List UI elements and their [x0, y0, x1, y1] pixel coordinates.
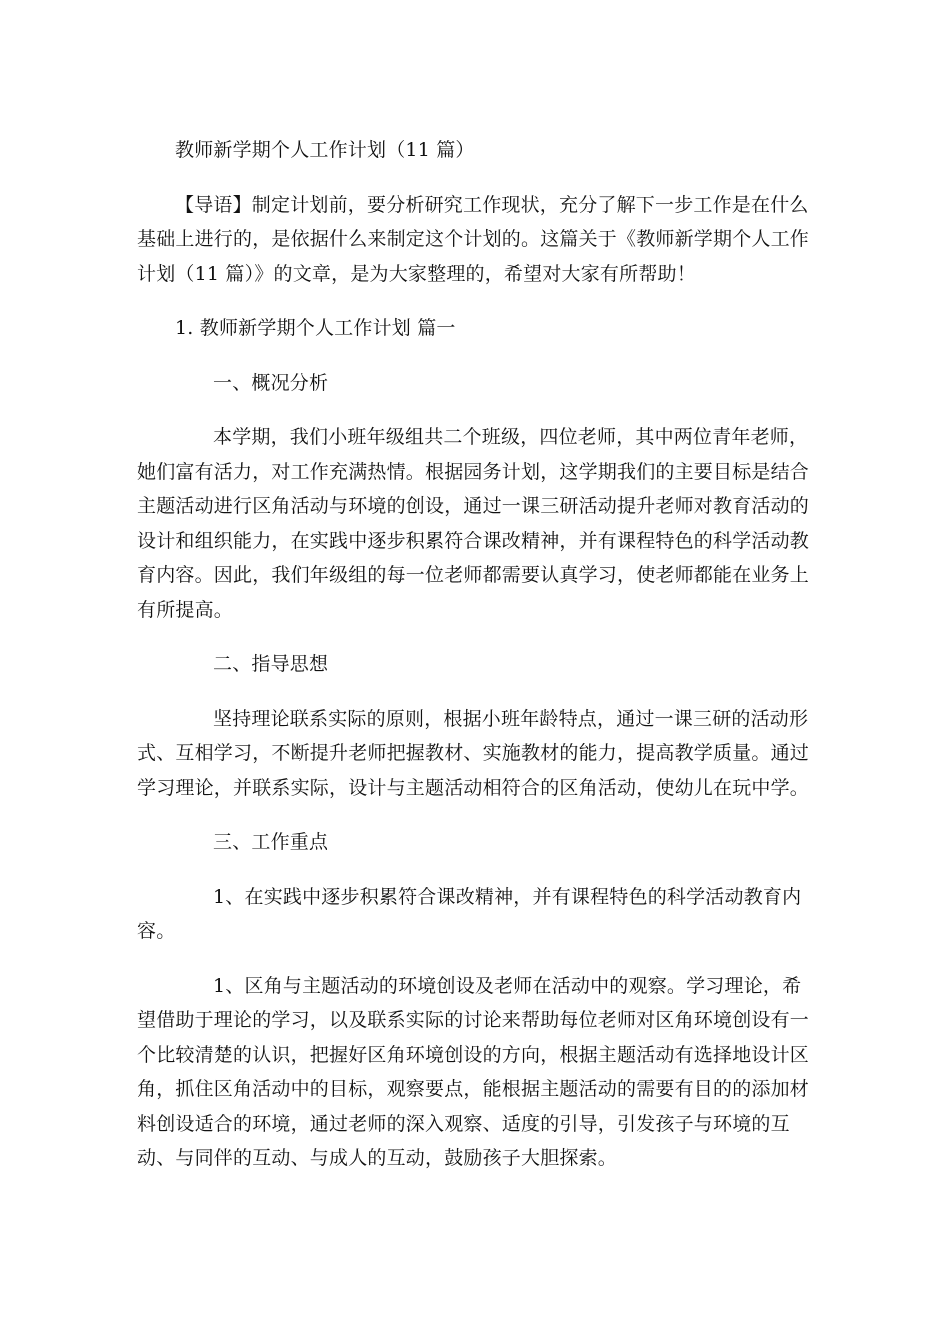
work-focus-point: 1、区角与主题活动的环境创设及老师在活动中的观察。学习理论，希望借助于理论的学习，以及联系实际的讨论来帮助每位老师对区角环境创设有一个比较清楚的认识，把握好区角环境创设的方向，根据主题活动有选择地设计区角，抓住区角活动中的目标，观察要点，能根据主题活动的需要有目的的添加材料创设适合的环境，通过老师的深入观察、适度的引导，引发孩子与环境的互动、与同伴的互动、与成人的互动，鼓励孩子大胆探索。: [137, 974, 810, 1169]
work-focus-point: 1、在实践中逐步积累符合课改精神，并有课程特色的科学活动教育内容。: [137, 885, 802, 942]
item-heading: 1. 教师新学期个人工作计划 篇一: [175, 317, 456, 339]
intro-paragraph: 【导语】制定计划前，要分析研究工作现状，充分了解下一步工作是在什么基础上进行的，是依据什么来制定这个计划的。这篇关于《教师新学期个人工作计划（11 篇）》的文章，是为大家整理的，希望对大家有所帮助！: [137, 193, 810, 285]
overview-paragraph: 本学期，我们小班年级组共二个班级，四位老师，其中两位青年老师，她们富有活力，对工作充满热情。根据园务计划，这学期我们的主要目标是结合主题活动进行区角活动与环境的创设，通过一课三研活动提升老师对教育活动的设计和组织能力，在实践中逐步积累符合课改精神，并有课程特色的科学活动教育内容。因此，我们年级组的每一位老师都需要认真学习，使老师都能在业务上有所提高。: [137, 426, 810, 621]
guiding-thought-paragraph: 坚持理论联系实际的原则，根据小班年龄特点，通过一课三研的活动形式、互相学习，不断提升老师把握教材、实施教材的能力，提高教学质量。通过学习理论，并联系实际，设计与主题活动相符合的区角活动，使幼儿在玩中学。: [137, 707, 810, 799]
section-heading-work-focus: 三、工作重点: [213, 831, 329, 853]
document-title: 教师新学期个人工作计划（11 篇）: [175, 139, 475, 161]
document-body: [137, 133, 817, 1196]
section-heading-overview: 一、概况分析: [213, 371, 329, 394]
section-heading-guiding-thought: 二、指导思想: [213, 653, 329, 675]
